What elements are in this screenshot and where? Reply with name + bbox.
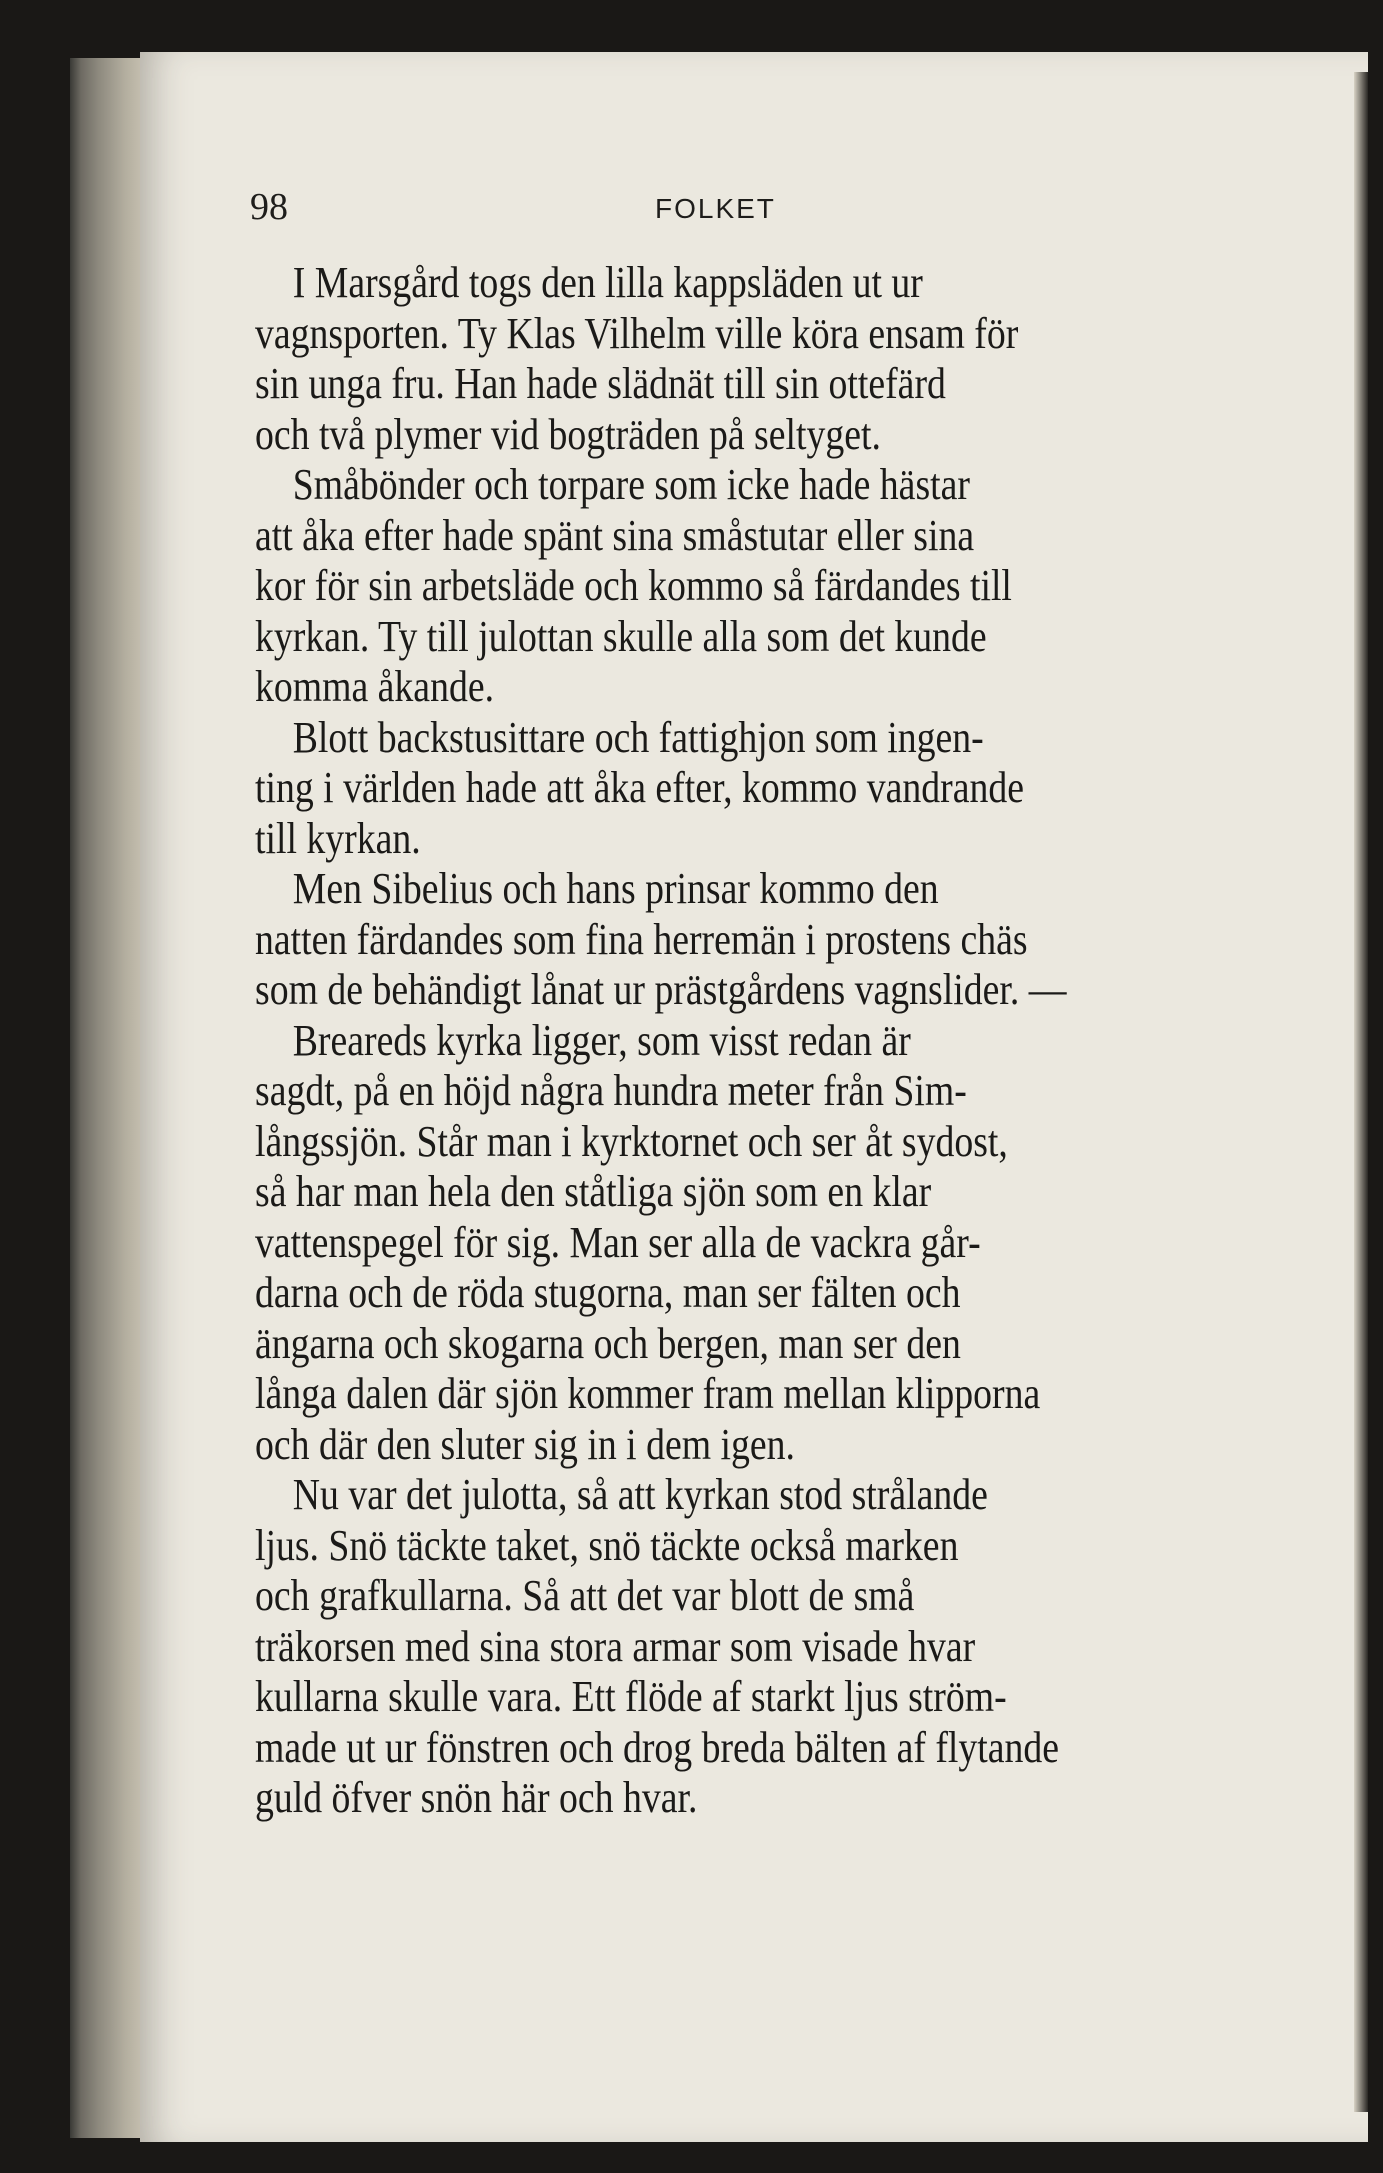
body-text xyxy=(255,258,1335,1824)
text-line: långssjön. Står man i kyrktornet och ser åt sydost, xyxy=(255,1116,1008,1166)
text-line: kullarna skulle vara. Ett flöde af starkt ljus ström- xyxy=(255,1672,1007,1721)
text-line: made ut ur fönstren och drog breda bälten af flytande xyxy=(255,1722,1060,1772)
page-header xyxy=(250,185,1090,235)
text-line: Småbönder och torpare som icke hade hästar xyxy=(255,460,970,509)
text-line: darna och de röda stugorna, man ser fälten och xyxy=(255,1268,961,1317)
text-line: komma åkande. xyxy=(255,662,495,711)
text-line: kyrkan. Ty till julottan skulle alla som det kunde xyxy=(255,611,987,661)
text-line: Breareds kyrka ligger, som visst redan är xyxy=(255,1015,911,1065)
text-line: Nu var det julotta, så att kyrkan stod strålande xyxy=(255,1470,988,1519)
page-gutter-shadow xyxy=(1354,72,1368,2112)
text-line: träkorsen med sina stora armar som visade hvar xyxy=(255,1621,976,1671)
text-line: sin unga fru. Han hade slädnät till sin ottefärd xyxy=(255,359,946,408)
page-number: 98 xyxy=(250,186,288,228)
text-line: så har man hela den ståtliga sjön som en klar xyxy=(255,1167,932,1216)
text-line: ljus. Snö täckte taket, snö täckte också marken xyxy=(255,1520,959,1570)
text-line: guld öfver snön här och hvar. xyxy=(255,1773,698,1822)
text-line: kor för sin arbetsläde och kommo så färdandes till xyxy=(255,561,1012,610)
text-line: natten färdandes som fina herremän i prostens chäs xyxy=(255,914,1028,964)
text-line: ängarna och skogarna och bergen, man ser den xyxy=(255,1318,961,1368)
text-line: ting i världen hade att åka efter, kommo vandrande xyxy=(255,763,1024,812)
text-line: och där den sluter sig in i dem igen. xyxy=(255,1419,795,1469)
text-line: och två plymer vid bogträden på seltyget. xyxy=(255,409,881,459)
text-line: att åka efter hade spänt sina småstutar eller sina xyxy=(255,510,975,560)
text-line: till kyrkan. xyxy=(255,813,421,863)
text-line: vattenspegel för sig. Man ser alla de vackra går- xyxy=(255,1217,981,1267)
running-head: FOLKET xyxy=(655,193,776,224)
text-line: Blott backstusittare och fattighjon som ingen- xyxy=(255,712,984,762)
text-line: och grafkullarna. Så att det var blott de små xyxy=(255,1571,915,1620)
text-line: som de behändigt lånat ur prästgårdens vagnslider. — xyxy=(255,965,1067,1014)
text-line: vagnsporten. Ty Klas Vilhelm ville köra ensam för xyxy=(255,308,1019,358)
text-line: I Marsgård togs den lilla kappsläden ut ur xyxy=(255,258,923,307)
text-line: sagdt, på en höjd några hundra meter från Sim- xyxy=(255,1066,967,1115)
text-line: Men Sibelius och hans prinsar kommo den xyxy=(255,864,939,913)
text-line: långa dalen där sjön kommer fram mellan klipporna xyxy=(255,1369,1041,1418)
